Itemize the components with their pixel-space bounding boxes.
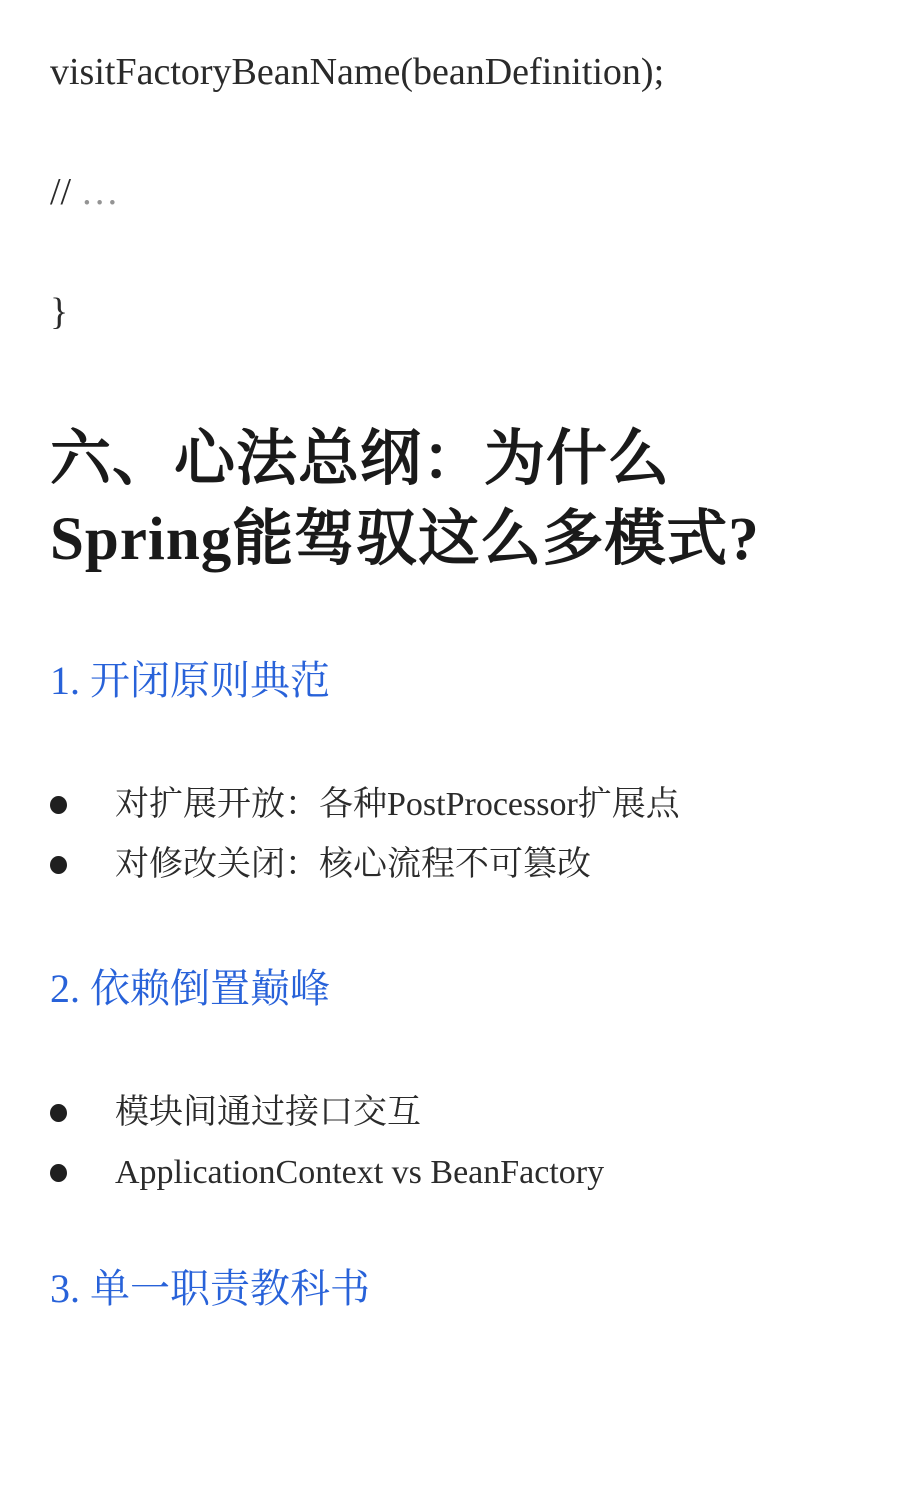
subheading-open-closed-principle: 1. 开闭原则典范 — [50, 658, 330, 703]
page-title — [50, 420, 820, 580]
list-item — [50, 842, 820, 888]
page-title-line-2: Spring能驾驭这么多模式? — [50, 506, 760, 573]
list-item-text: ApplicationContext vs BeanFactory — [115, 1154, 605, 1191]
list-item-text: 对扩展开放：各种PostProcessor扩展点 — [115, 786, 680, 823]
subheading-dependency-inversion: 2. 依赖倒置巅峰 — [50, 966, 330, 1011]
code-line-1: visitFactoryBeanName(beanDefinition); — [50, 51, 665, 93]
list-item-text: 对修改关闭：核心流程不可篡改 — [115, 846, 591, 883]
bullet-list-section-2 — [50, 1090, 820, 1196]
code-comment-line — [50, 168, 820, 216]
bullet-dot-icon — [50, 1164, 67, 1182]
page-title-line-1: 六、心法总纲：为什么 — [50, 426, 671, 493]
list-item — [50, 1090, 820, 1136]
comment-ellipsis: … — [80, 171, 122, 213]
bullet-dot-icon — [50, 796, 67, 814]
list-item — [50, 782, 820, 828]
bullet-dot-icon — [50, 856, 67, 874]
code-line-closing-brace: } — [50, 291, 69, 333]
list-item — [50, 1150, 820, 1196]
bullet-dot-icon — [50, 1104, 67, 1122]
subheading-single-responsibility: 3. 单一职责教科书 — [50, 1266, 370, 1311]
comment-slashes: // — [50, 171, 72, 213]
bullet-list-section-1 — [50, 782, 820, 888]
list-item-text: 模块间通过接口交互 — [115, 1094, 421, 1131]
